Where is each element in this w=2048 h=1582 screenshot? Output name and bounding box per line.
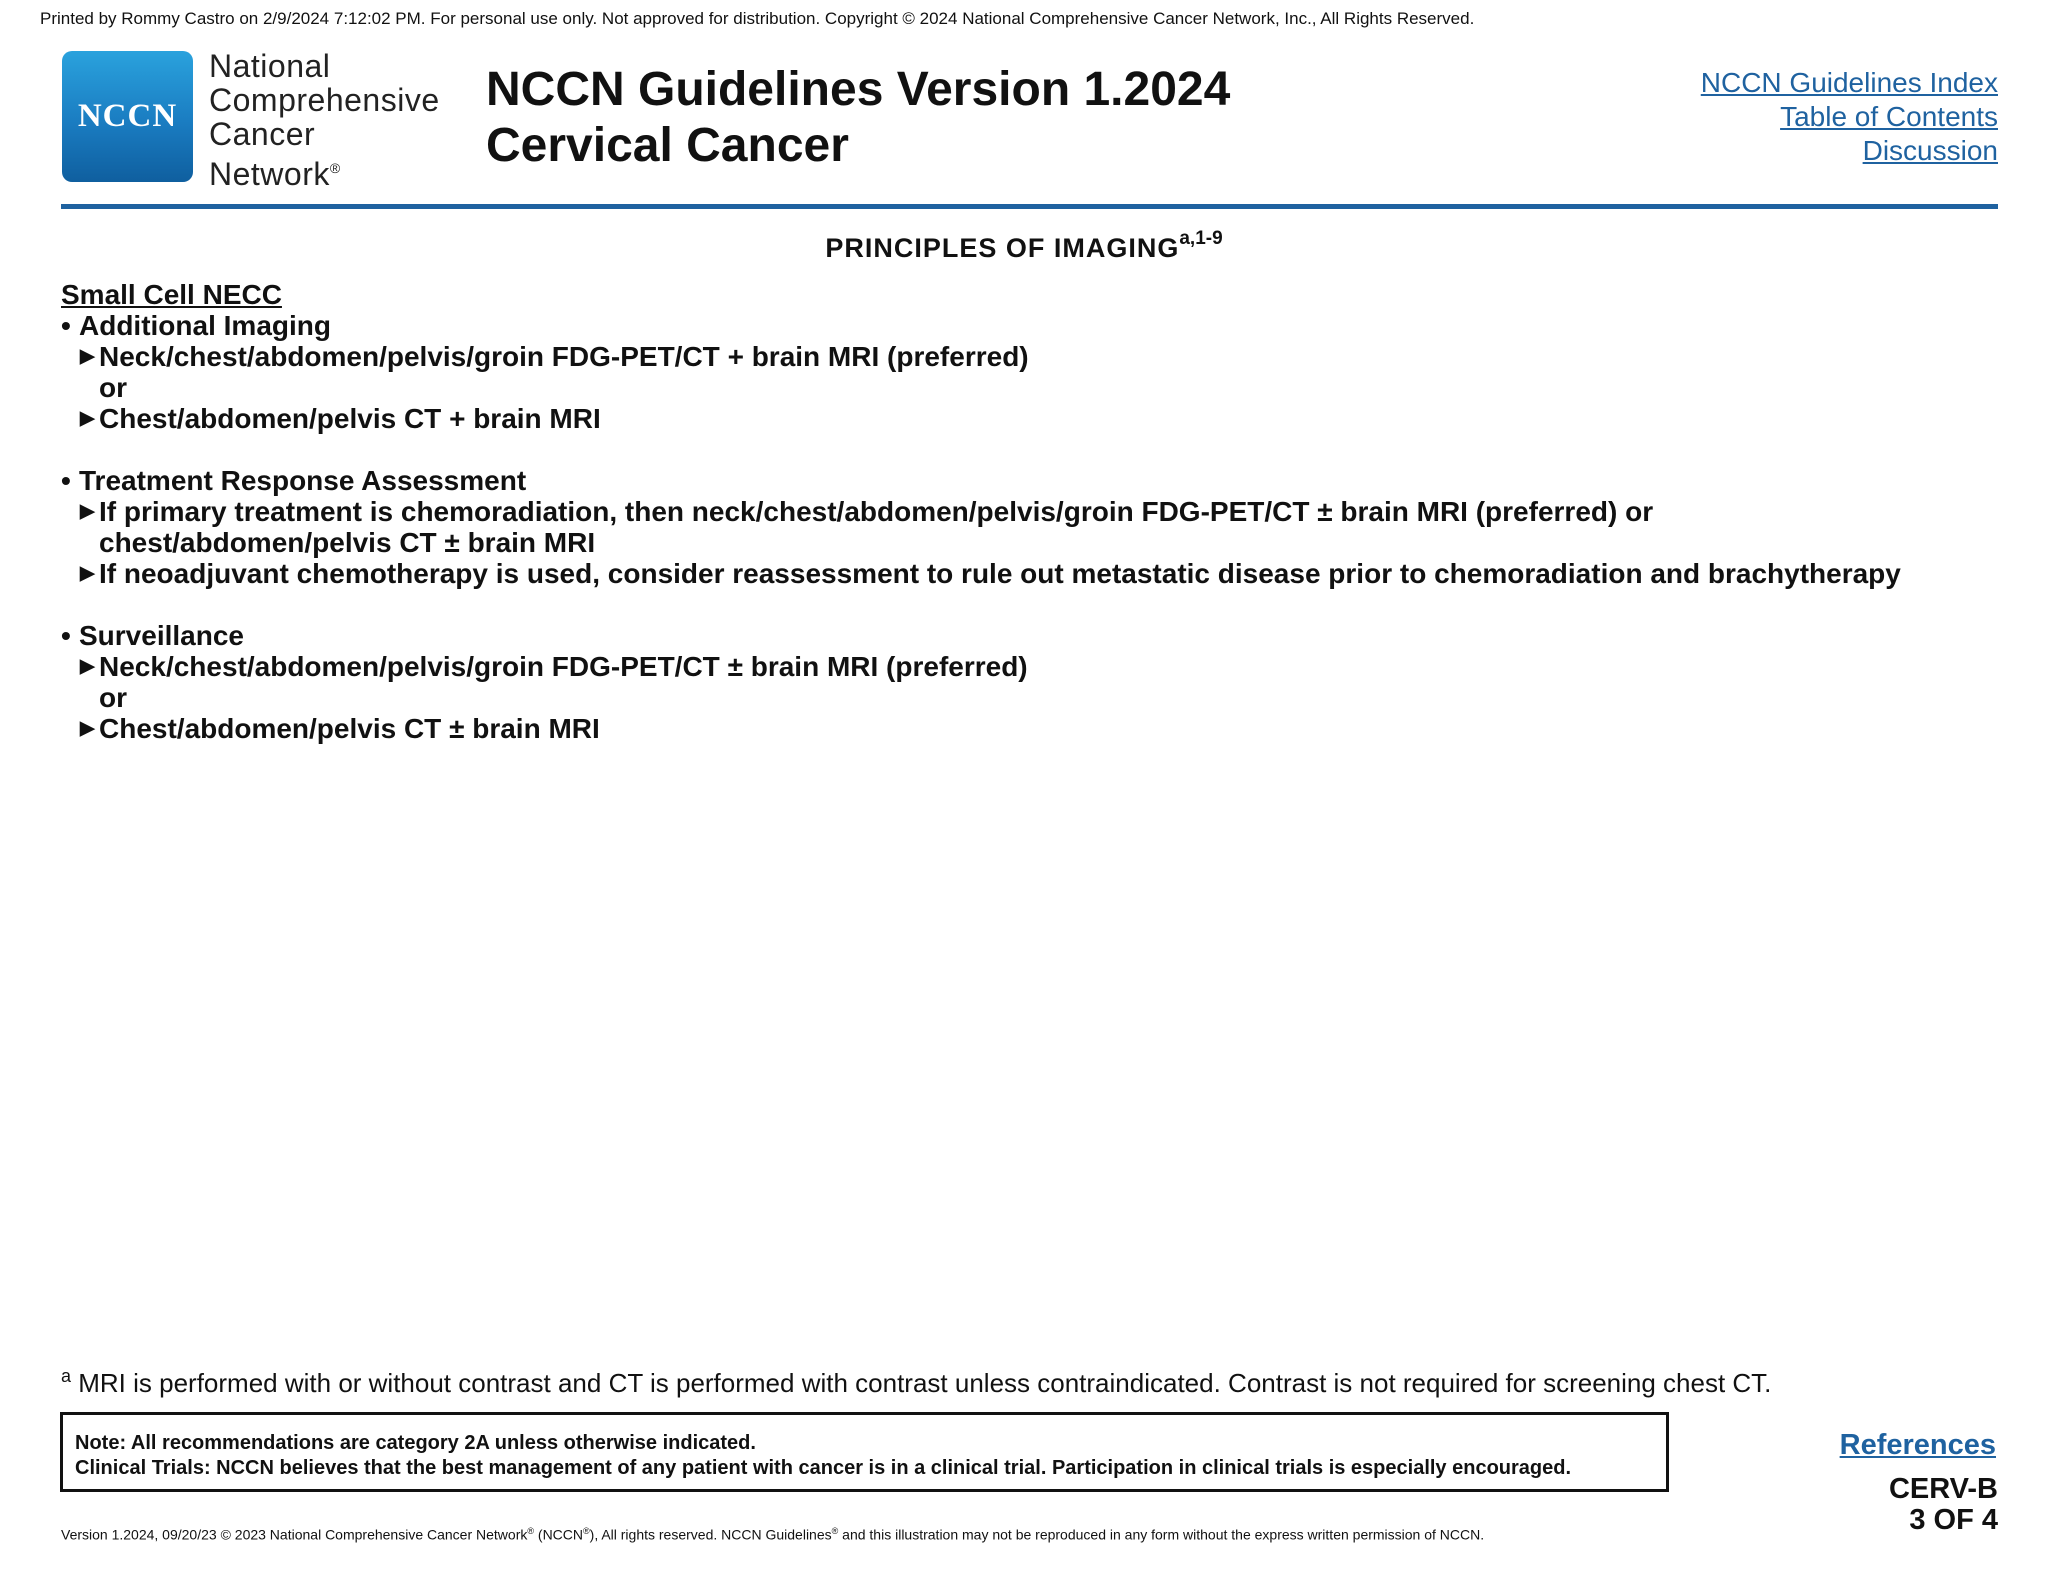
heading-footnote-ref: a,1-9 <box>1179 228 1223 249</box>
note-box <box>60 1412 1669 1492</box>
version-text-2: (NCCN <box>534 1526 584 1543</box>
group-surveillance <box>61 620 2021 651</box>
group-title: Additional Imaging <box>79 310 331 341</box>
header-divider <box>61 204 1998 209</box>
title-version: NCCN Guidelines Version 1.2024 <box>486 63 1231 116</box>
list-item <box>61 496 2021 527</box>
list-item <box>61 403 2021 434</box>
registered-mark: ® <box>527 1526 535 1536</box>
version-text-4: and this illustration may not be reproduced in any form without the express written permission of NCCN. <box>838 1526 1485 1543</box>
list-item-text: If primary treatment is chemoradiation, then neck/chest/abdomen/pelvis/groin FDG-PET/CT ± brain MRI (preferred) or <box>99 496 1654 527</box>
logo-line-2: Comprehensive <box>209 82 440 118</box>
footnote-mark: a <box>61 1366 72 1386</box>
group-title: Surveillance <box>79 620 244 651</box>
list-item <box>61 558 2021 589</box>
arrow-icon: ▶ <box>80 656 95 677</box>
version-copyright <box>61 1526 1484 1543</box>
arrow-icon: ▶ <box>80 501 95 522</box>
page-number: 3 OF 4 <box>1909 1504 1998 1536</box>
logo-badge-text: NCCN <box>77 98 178 134</box>
list-item-continuation: chest/abdomen/pelvis CT ± brain MRI <box>99 527 596 558</box>
list-item-text: Neck/chest/abdomen/pelvis/groin FDG-PET/CT ± brain MRI (preferred) <box>99 651 1028 682</box>
list-item-text: Chest/abdomen/pelvis CT ± brain MRI <box>99 713 600 744</box>
logo-line-1: National <box>209 48 331 84</box>
bullet-icon: • <box>61 310 71 341</box>
nccn-logo-badge <box>62 51 193 182</box>
imaging-content <box>61 279 2021 744</box>
arrow-icon: ▶ <box>80 346 95 367</box>
small-cell-necc-title: Small Cell NECC <box>61 279 282 310</box>
discussion-link[interactable]: Discussion <box>1862 135 1998 166</box>
list-item <box>61 651 2021 682</box>
arrow-icon: ▶ <box>80 408 95 429</box>
nccn-logo-wordmark <box>209 49 440 191</box>
registered-mark: ® <box>583 1526 590 1536</box>
page-code <box>1889 1474 1998 1536</box>
group-treatment-response <box>61 465 2021 496</box>
print-notice: Printed by Rommy Castro on 2/9/2024 7:12:02 PM. For personal use only. Not approved for distribution. Copyright © 2024 National Comprehensive Cancer Network, Inc., All Rights Reserved. <box>40 9 1475 28</box>
logo-registered-mark: ® <box>329 160 341 176</box>
list-item-text: Neck/chest/abdomen/pelvis/groin FDG-PET/CT + brain MRI (preferred) <box>99 341 1029 372</box>
section-heading <box>0 228 2048 264</box>
or-text: or <box>99 682 127 713</box>
bullet-icon: • <box>61 620 71 651</box>
references-link[interactable]: References <box>1839 1429 1996 1461</box>
version-text-3: ), All rights reserved. NCCN Guidelines <box>589 1526 832 1543</box>
nav-links <box>1701 66 1998 168</box>
or-text: or <box>99 372 127 403</box>
footnote-text: MRI is performed with or without contrast and CT is performed with contrast unless contraindicated. Contrast is not required for screening chest CT. <box>78 1368 1772 1398</box>
version-text-1: Version 1.2024, 09/20/23 © 2023 National Comprehensive Cancer Network <box>61 1526 528 1543</box>
guidelines-index-link[interactable]: NCCN Guidelines Index <box>1700 67 1998 98</box>
registered-mark: ® <box>831 1526 839 1536</box>
note-category: Note: All recommendations are category 2A unless otherwise indicated. <box>75 1432 756 1454</box>
note-clinical-trials: Clinical Trials: NCCN believes that the best management of any patient with cancer is in a clinical trial. Participation in clinical trials is especially encouraged. <box>75 1457 1572 1479</box>
footnote-a <box>61 1366 1771 1399</box>
page-code-id: CERV-B <box>1888 1473 1998 1505</box>
list-item <box>61 341 2021 372</box>
page-title <box>486 62 1230 174</box>
title-cancer-type: Cervical Cancer <box>486 119 849 172</box>
arrow-icon: ▶ <box>80 718 95 739</box>
group-additional-imaging <box>61 310 2021 341</box>
logo-line-4: Network <box>209 156 330 192</box>
table-of-contents-link[interactable]: Table of Contents <box>1780 101 1998 132</box>
arrow-icon: ▶ <box>80 563 95 584</box>
logo-line-3: Cancer <box>209 116 316 152</box>
bullet-icon: • <box>61 465 71 496</box>
group-title: Treatment Response Assessment <box>79 465 527 496</box>
list-item-text: Chest/abdomen/pelvis CT + brain MRI <box>99 403 601 434</box>
list-item-text: If neoadjuvant chemotherapy is used, consider reassessment to rule out metastatic disease prior to chemoradiation and brachytherapy <box>99 558 1901 589</box>
heading-text: PRINCIPLES OF IMAGING <box>825 233 1180 263</box>
list-item <box>61 713 2021 744</box>
